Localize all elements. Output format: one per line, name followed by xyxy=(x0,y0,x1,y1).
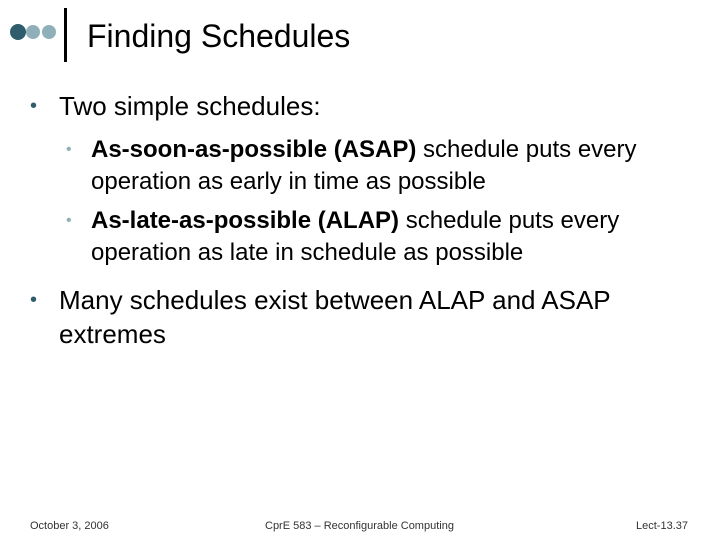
footer-course: CprE 583 – Reconfigurable Computing xyxy=(265,520,454,532)
sub-bullet-text xyxy=(91,134,691,198)
bullet-text: Many schedules exist between ALAP and ASAP extremes xyxy=(59,285,611,349)
title-decoration xyxy=(10,22,60,42)
title-divider xyxy=(64,8,67,62)
light-dot-icon xyxy=(26,25,40,39)
bullet-icon: • xyxy=(30,95,38,117)
light-dot-icon xyxy=(42,25,56,39)
sub-bullet-icon: • xyxy=(66,141,72,158)
sub-bullet-text xyxy=(91,205,691,269)
sub-bullet-icon: • xyxy=(66,212,72,229)
bullet-text: Two simple schedules: xyxy=(59,91,321,121)
bullet-icon: • xyxy=(30,289,38,311)
dark-dot-icon xyxy=(10,24,26,40)
sub-bullet-term: As-soon-as-possible (ASAP) xyxy=(91,136,417,163)
slide-title: Finding Schedules xyxy=(87,18,351,54)
footer-page-number: Lect-13.37 xyxy=(636,520,688,532)
sub-bullet-term: As-late-as-possible (ALAP) xyxy=(91,207,400,234)
sub-bullet-description: schedule puts every operation as late in schedule as possible xyxy=(91,207,620,266)
sub-bullet-description: schedule puts every operation as early in time as possible xyxy=(91,136,637,195)
footer-date: October 3, 2006 xyxy=(30,520,109,532)
